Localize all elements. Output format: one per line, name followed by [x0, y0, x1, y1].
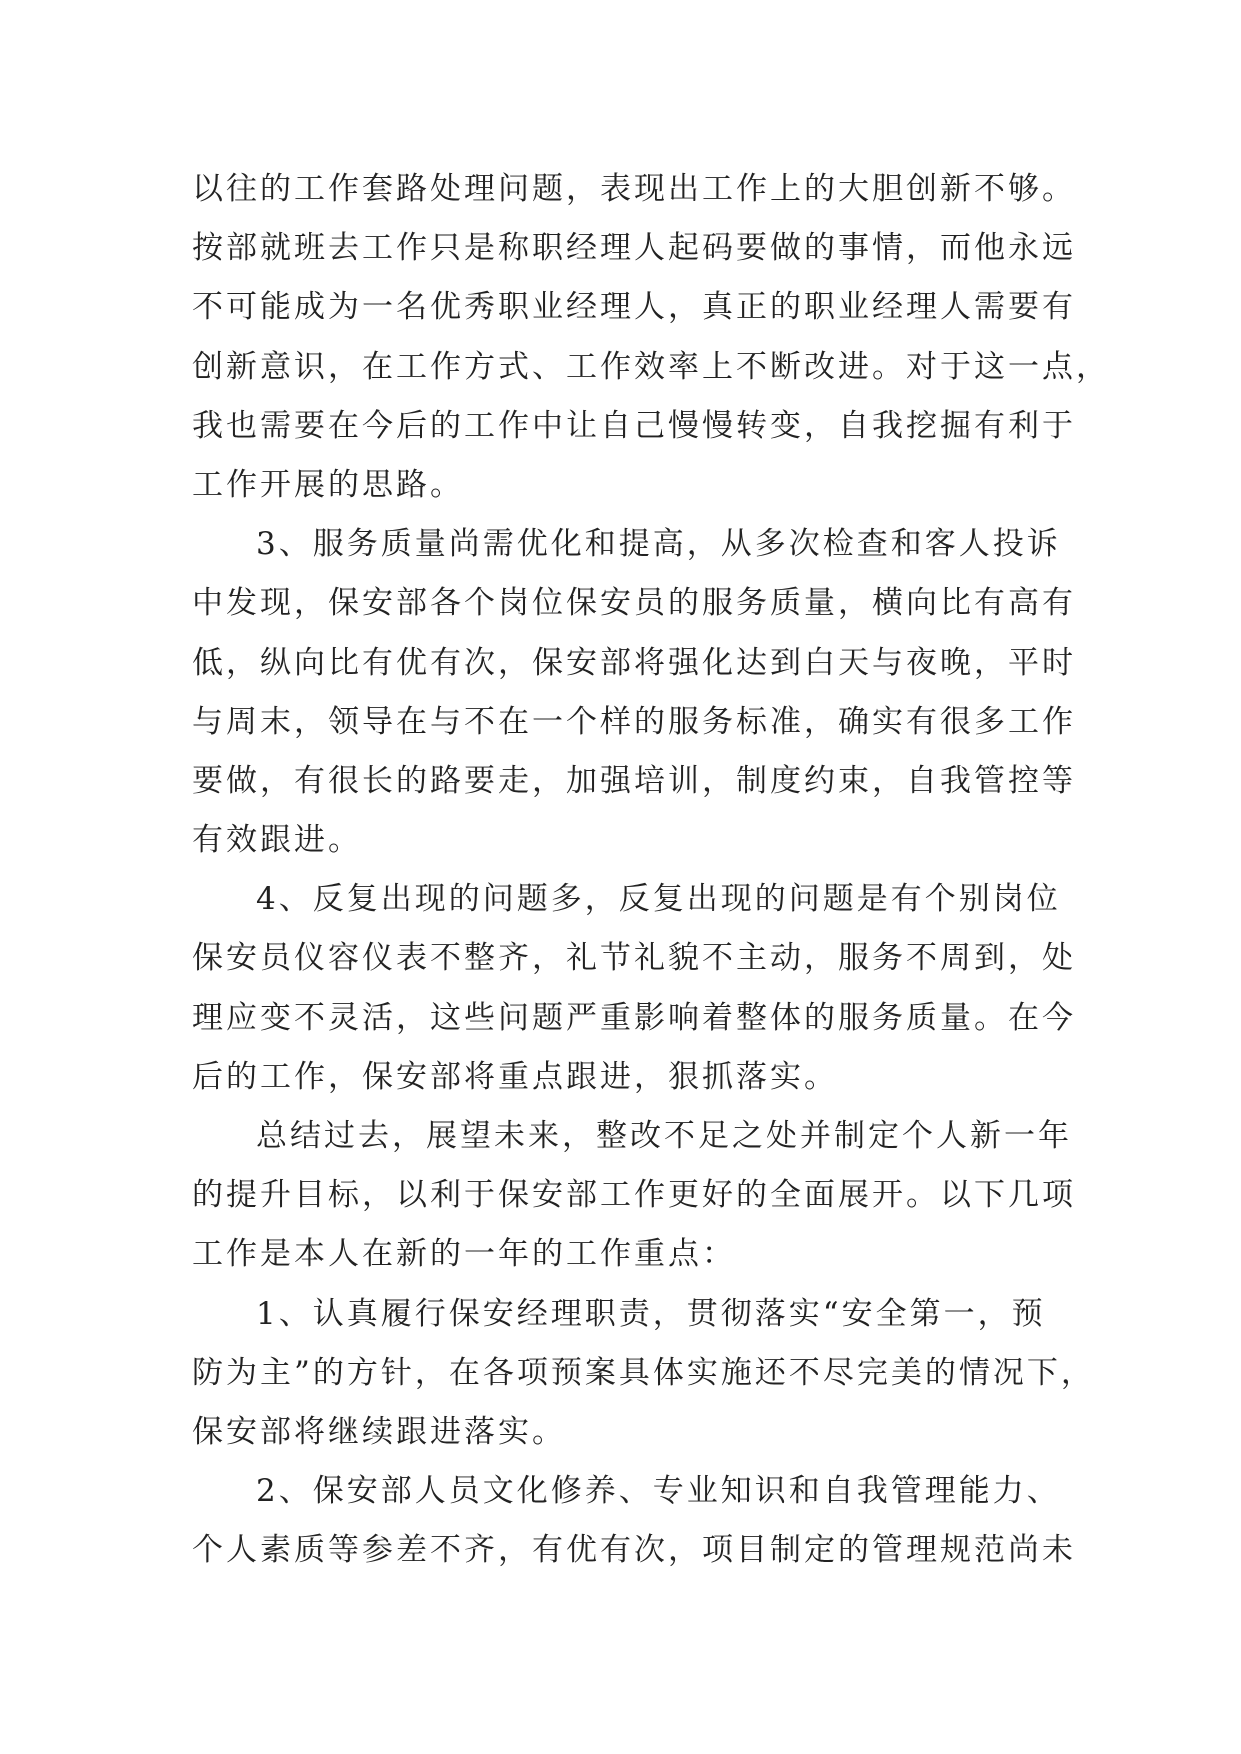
text-line: 中发现，保安部各个岗位保安员的服务质量，横向比有高有 — [192, 585, 1076, 622]
paragraph — [192, 160, 1110, 515]
text-line: 不可能成为一名优秀职业经理人，真正的职业经理人需要有 — [192, 289, 1076, 326]
text-line: 防为主”的方针，在各项预案具体实施还不尽完美的情况下， — [192, 1354, 1095, 1391]
text-line: 后的工作，保安部将重点跟进，狠抓落实。 — [192, 1058, 838, 1095]
text-line: 的提升目标，以利于保安部工作更好的全面展开。以下几项 — [192, 1177, 1076, 1214]
text-line: 保安部将继续跟进落实。 — [192, 1413, 566, 1450]
paragraph — [192, 1462, 1076, 1580]
text-line: 1、认真履行保安经理职责，贯彻落实“安全第一，预 — [256, 1295, 1046, 1332]
text-line: 我也需要在今后的工作中让自己慢慢转变，自我挖掘有利于 — [192, 407, 1076, 444]
text-line: 低，纵向比有优有次，保安部将强化达到白天与夜晚，平时 — [192, 644, 1076, 681]
text-line: 有效跟进。 — [192, 822, 362, 859]
paragraph — [192, 515, 1076, 870]
text-line: 4、反复出现的问题多，反复出现的问题是有个别岗位 — [256, 881, 1061, 918]
paragraph — [192, 1107, 1076, 1285]
text-line: 按部就班去工作只是称职经理人起码要做的事情，而他永远 — [192, 230, 1076, 267]
text-line: 保安员仪容仪表不整齐，礼节礼貌不主动，服务不周到，处 — [192, 940, 1076, 977]
text-line: 工作开展的思路。 — [192, 466, 464, 503]
text-line: 总结过去，展望未来，整改不足之处并制定个人新一年 — [256, 1118, 1072, 1154]
text-line: 以往的工作套路处理问题，表现出工作上的大胆创新不够。 — [192, 171, 1076, 207]
text-line: 理应变不灵活，这些问题严重影响着整体的服务质量。在今 — [192, 999, 1076, 1036]
text-line: 创新意识，在工作方式、工作效率上不断改进。对于这一点， — [192, 348, 1110, 385]
text-line: 工作是本人在新的一年的工作重点： — [192, 1236, 736, 1273]
text-line: 与周末，领导在与不在一个样的服务标准，确实有很多工作 — [192, 703, 1076, 740]
text-line: 要做，有很长的路要走，加强培训，制度约束，自我管控等 — [192, 762, 1076, 799]
text-line: 3、服务质量尚需优化和提高，从多次检查和客人投诉 — [256, 526, 1061, 563]
document-body — [192, 160, 1110, 1581]
paragraph — [192, 870, 1076, 1107]
text-line: 个人素质等参差不齐，有优有次，项目制定的管理规范尚未 — [192, 1532, 1076, 1569]
paragraph — [192, 1285, 1095, 1463]
text-line: 2、保安部人员文化修养、专业知识和自我管理能力、 — [256, 1473, 1061, 1510]
